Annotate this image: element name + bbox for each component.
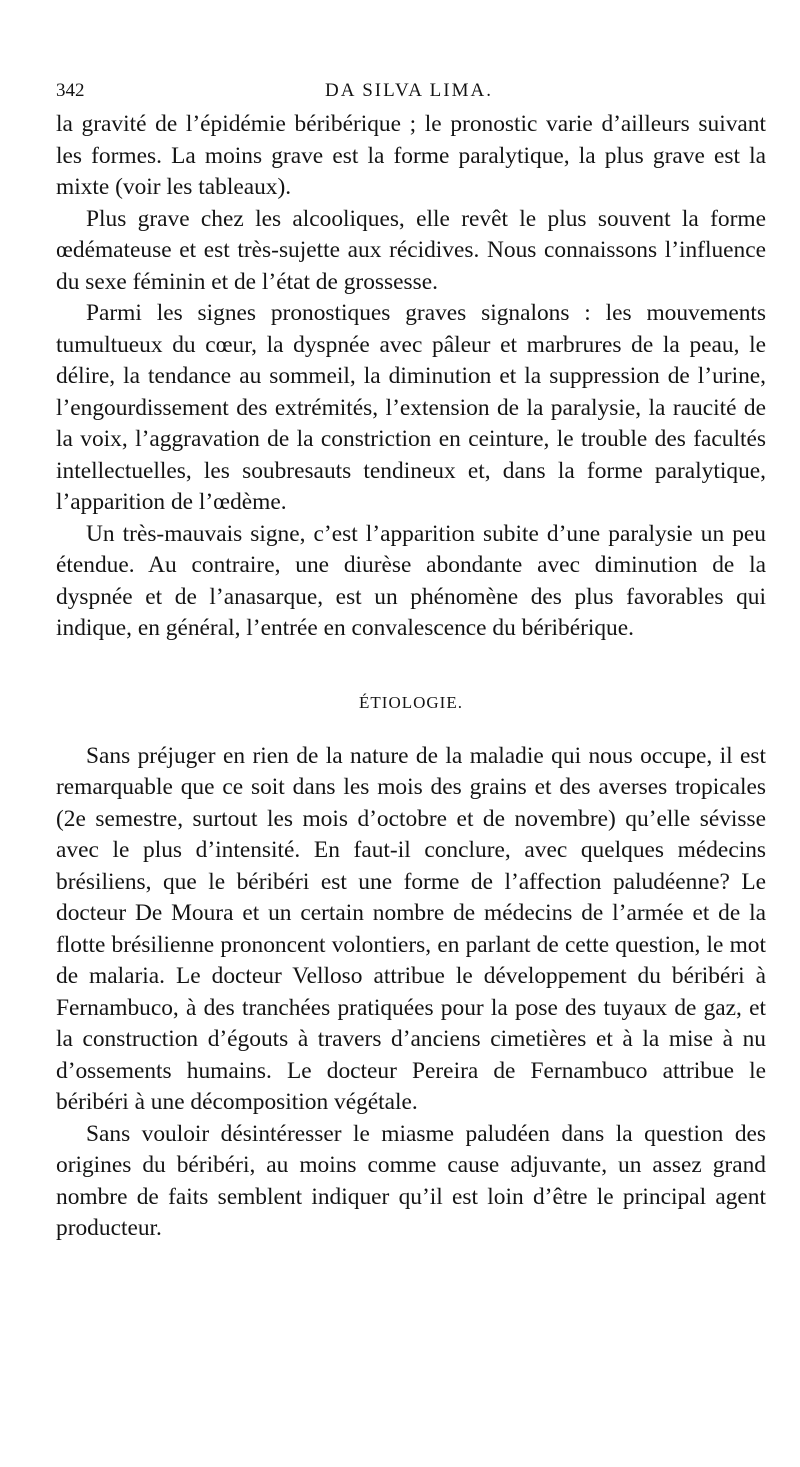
page-header xyxy=(56,80,762,110)
running-title: DA SILVA LIMA. xyxy=(325,80,493,101)
paragraph: Plus grave chez les alcooliques, elle revêt le plus souvent la forme œdémateuse et est très-sujette aux récidives. Nous connaissons l’influence du sexe féminin et de l’état de grossesse. xyxy=(56,205,766,295)
section-heading: ÉTIOLOGIE. xyxy=(359,692,463,712)
paragraph: Un très-mauvais signe, c’est l’apparition subite d’une paralysie un peu étendue. Au contraire, une diurèse abondante avec diminution de la dyspnée et de l’anasarque, est un phénomène des plus favorables qui indique, en général, l’entrée en convalescence du béribérique. xyxy=(56,520,766,641)
paragraph: Sans préjuger en rien de la nature de la maladie qui nous occupe, il est remarquable que ce soit dans les mois des grains et des averses tropicales (2e semestre, surtout les mois d’octobre et de novembre) qu’elle sévisse avec le plus d’intensité. En faut-il conclure, avec quelques médecins brésiliens, que le béribéri est une forme de l’affection paludéenne? Le docteur De Moura et un certain nombre de médecins de l’armée et de la flotte brésilienne prononcent volontiers, en parlant de cette question, le mot de malaria. Le docteur Velloso attribue le développement du béribéri à Fernambuco, à des tranchées pratiquées pour la pose des tuyaux de gaz, et la construction d’égouts à travers d’anciens cimetières et à la mise à nu d’ossements humains. Le docteur Pereira de Fernambuco attribue le béribéri à une décomposition végétale. xyxy=(56,742,766,1115)
paragraph: Sans vouloir désintéresser le miasme paludéen dans la question des origines du béribéri, au moins comme cause adjuvante, un assez grand nombre de faits semblent indiquer qu’il est loin d’être le principal agent producteur. xyxy=(56,1120,766,1241)
body-text xyxy=(56,109,766,1245)
paragraph: Parmi les signes pronostiques graves signalons : les mouvements tumultueux du cœur, la dyspnée avec pâleur et marbrures de la peau, le délire, la tendance au sommeil, la diminution et la suppression de l’urine, l’engourdissement des extrémités, l’extension de la paralysie, la raucité de la voix, l’aggravation de la constriction en ceinture, le trouble des facultés intellectuelles, les soubresauts tendineux et, dans la forme paralytique, l’apparition de l’œdème. xyxy=(56,300,766,515)
page-number: 342 xyxy=(56,80,85,101)
paragraph: la gravité de l’épidémie béribérique ; le pronostic varie d’ailleurs suivant les formes. La moins grave est la forme paralytique, la plus grave est la mixte (voir les tableaux). xyxy=(56,111,766,200)
